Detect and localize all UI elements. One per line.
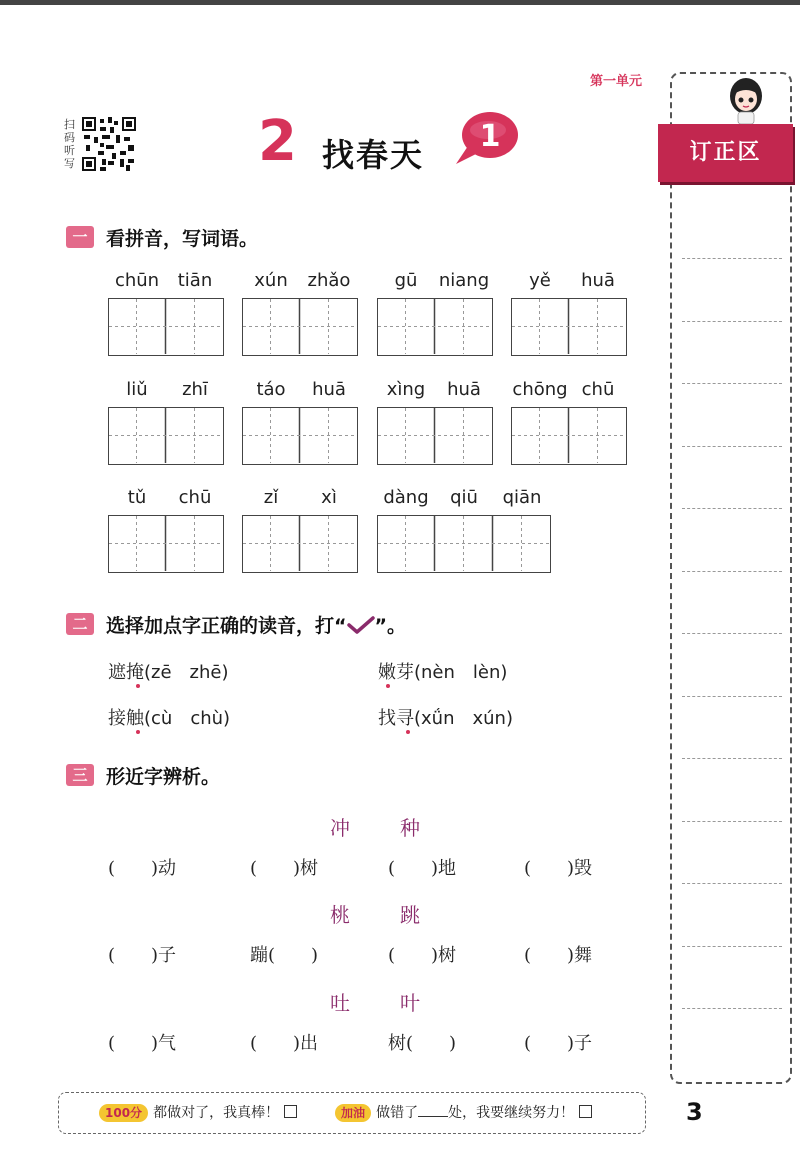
- character-pair-item: 种: [400, 816, 420, 840]
- reading-question: [108, 704, 230, 730]
- footer-row-1: [99, 1102, 297, 1122]
- top-edge: [0, 0, 800, 5]
- girl-mascot-icon: [724, 74, 768, 126]
- qr-label: 扫码听写: [64, 118, 75, 170]
- section-2-title-a: 选择加点字正确的读音，打“: [106, 615, 347, 637]
- grid-guides: [378, 408, 491, 463]
- fill-blank[interactable]: ( )舞: [524, 945, 593, 966]
- pinyin-syllable: chū: [178, 487, 212, 508]
- correction-line[interactable]: [682, 1008, 782, 1009]
- reading-question: [378, 704, 513, 730]
- emphasis-dot: [406, 730, 410, 734]
- emphasis-dot: [386, 684, 390, 688]
- correction-line[interactable]: [682, 821, 782, 822]
- footer-text-1: 都做对了，我真棒！: [153, 1105, 280, 1121]
- grid-guides: [243, 299, 356, 354]
- writing-grid[interactable]: [108, 515, 224, 573]
- pinyin-options[interactable]: (cù chù): [144, 708, 231, 729]
- pinyin-syllable: chū: [581, 379, 615, 400]
- correction-line[interactable]: [682, 571, 782, 572]
- fill-blank[interactable]: ( )毁: [524, 858, 593, 879]
- pinyin-options[interactable]: (nèn lèn): [414, 662, 508, 683]
- pinyin-syllable: chūn: [114, 270, 160, 291]
- pinyin-options[interactable]: (zē zhē): [144, 662, 229, 683]
- section-3-title: 形近字辨析。: [106, 766, 221, 788]
- footer-text-2a: 做错了: [376, 1105, 419, 1121]
- grid-guides: [243, 516, 356, 571]
- error-count-blank[interactable]: [418, 1116, 448, 1117]
- question-word: 嫩芽: [378, 662, 414, 683]
- pinyin-syllable: xìng: [386, 379, 426, 400]
- fill-blank[interactable]: ( )出: [250, 1033, 319, 1054]
- part-number: 1: [479, 119, 501, 154]
- pinyin-syllable: dàng: [383, 487, 429, 508]
- character-pair-item: 跳: [400, 903, 420, 927]
- pinyin-syllable: huā: [312, 379, 346, 400]
- writing-grid[interactable]: [377, 407, 493, 465]
- writing-grid[interactable]: [377, 515, 551, 573]
- writing-grid[interactable]: [377, 298, 493, 356]
- grid-guides: [109, 299, 222, 354]
- correction-line[interactable]: [682, 446, 782, 447]
- character-pair-item: 吐: [330, 991, 350, 1015]
- correction-line[interactable]: [682, 508, 782, 509]
- pinyin-options[interactable]: (xǘn xún): [414, 708, 513, 729]
- correction-panel: [670, 72, 792, 1084]
- reading-question: [108, 658, 229, 684]
- correction-line[interactable]: [682, 383, 782, 384]
- fill-blank[interactable]: ( )子: [524, 1033, 593, 1054]
- fill-blank[interactable]: ( )地: [388, 858, 457, 879]
- pinyin-syllable: huā: [447, 379, 481, 400]
- pinyin-syllable: zhǎo: [307, 270, 351, 291]
- writing-grid[interactable]: [242, 515, 358, 573]
- checkbox-retry[interactable]: [579, 1105, 592, 1118]
- writing-grid[interactable]: [511, 407, 627, 465]
- reading-question: [378, 658, 507, 684]
- grid-guides: [512, 299, 625, 354]
- section-2-title-b: ”。: [374, 615, 406, 637]
- correction-line[interactable]: [682, 946, 782, 947]
- section-3-badge: 三: [66, 764, 94, 786]
- pinyin-syllable: tiān: [177, 270, 213, 291]
- correction-tab: 订正区: [658, 124, 793, 182]
- qr-code-icon[interactable]: [82, 117, 136, 171]
- pinyin-syllable: chōng: [512, 379, 568, 400]
- pinyin-syllable: qiān: [502, 487, 542, 508]
- footer-row-2: [335, 1102, 592, 1122]
- pinyin-syllable: gū: [394, 270, 418, 291]
- fill-blank[interactable]: 蹦( ): [250, 945, 319, 966]
- writing-grid[interactable]: [108, 298, 224, 356]
- pinyin-syllable: qiū: [450, 487, 478, 508]
- question-word: 遮掩: [108, 662, 144, 683]
- correction-line[interactable]: [682, 758, 782, 759]
- pinyin-syllable: zhī: [182, 379, 208, 400]
- question-word: 找寻: [378, 708, 414, 729]
- speech-bubble-icon: [454, 108, 520, 168]
- question-word: 接触: [108, 708, 144, 729]
- grid-guides: [243, 408, 356, 463]
- correction-line[interactable]: [682, 258, 782, 259]
- unit-label: 第一单元: [589, 74, 642, 89]
- writing-grid[interactable]: [511, 298, 627, 356]
- fill-blank[interactable]: ( )树: [388, 945, 457, 966]
- footer-text-2b: 处，我要继续努力！: [448, 1105, 575, 1121]
- fill-blank[interactable]: ( )子: [108, 945, 177, 966]
- pinyin-syllable: zǐ: [263, 487, 279, 508]
- writing-grid[interactable]: [108, 407, 224, 465]
- character-pair-item: 冲: [330, 816, 350, 840]
- fill-blank[interactable]: ( )树: [250, 858, 319, 879]
- correction-line[interactable]: [682, 633, 782, 634]
- pinyin-syllable: liǔ: [126, 379, 148, 400]
- section-1-badge: 一: [66, 226, 94, 248]
- pinyin-syllable: táo: [256, 379, 286, 400]
- correction-line[interactable]: [682, 883, 782, 884]
- fill-blank[interactable]: 树( ): [388, 1033, 457, 1054]
- lesson-number: 2: [258, 109, 297, 174]
- emphasis-dot: [136, 684, 140, 688]
- emphasis-dot: [136, 730, 140, 734]
- grid-guides: [109, 516, 222, 571]
- character-pair-item: 桃: [330, 903, 350, 927]
- score-badge: 100分: [99, 1104, 148, 1122]
- grid-guides: [378, 299, 491, 354]
- writing-grid[interactable]: [242, 298, 358, 356]
- character-pair-item: 叶: [400, 991, 420, 1015]
- grid-guides: [378, 516, 549, 571]
- pinyin-syllable: xì: [321, 487, 337, 508]
- section-2-title: [106, 611, 406, 638]
- fill-blank[interactable]: ( )动: [108, 858, 177, 879]
- section-1-title: 看拼音，写词语。: [106, 228, 259, 250]
- grid-guides: [109, 408, 222, 463]
- section-2-badge: 二: [66, 613, 94, 635]
- pinyin-syllable: huā: [581, 270, 615, 291]
- page-number: 3: [686, 1098, 703, 1126]
- pinyin-syllable: xún: [254, 270, 288, 291]
- correction-line[interactable]: [682, 321, 782, 322]
- lesson-title: 找春天: [322, 136, 425, 174]
- correction-line[interactable]: [682, 696, 782, 697]
- checkmark-icon: [347, 616, 375, 634]
- pinyin-syllable: tǔ: [127, 487, 147, 508]
- pinyin-syllable: yě: [529, 270, 551, 291]
- writing-grid[interactable]: [242, 407, 358, 465]
- grid-guides: [512, 408, 625, 463]
- fill-blank[interactable]: ( )气: [108, 1033, 177, 1054]
- checkbox-correct[interactable]: [284, 1105, 297, 1118]
- pinyin-syllable: niang: [438, 270, 490, 291]
- cheer-badge: 加油: [335, 1104, 371, 1122]
- self-assessment-bar: [58, 1092, 646, 1134]
